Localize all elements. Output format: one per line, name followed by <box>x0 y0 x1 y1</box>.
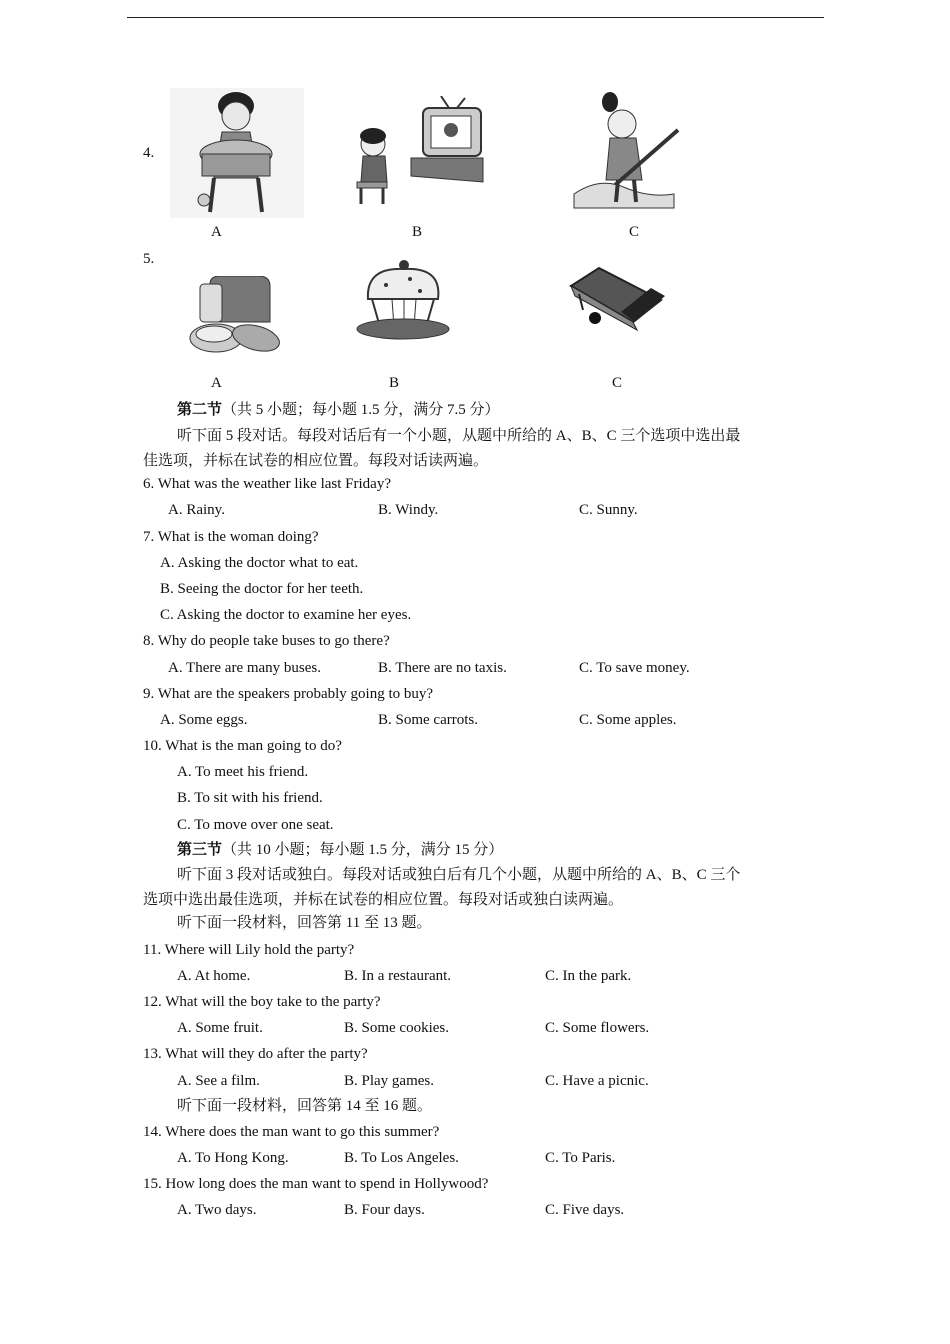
question-11: 11. Where will Lily hold the party? <box>143 942 355 958</box>
q12-option-a: A. Some fruit. <box>177 1020 263 1036</box>
question-5-number: 5. <box>143 251 155 267</box>
question-12: 12. What will the boy take to the party? <box>143 994 381 1010</box>
question-9: 9. What are the speakers probably going to buy? <box>143 686 434 702</box>
section2-instruction-2: 佳选项，并标在试卷的相应位置。每段对话读两遍。 <box>143 453 489 469</box>
q6-option-a: A. Rainy. <box>168 502 225 518</box>
section3-material-2: 听下面一段材料，回答第 14 至 16 题。 <box>177 1098 433 1114</box>
q6-option-c: C. Sunny. <box>579 502 638 518</box>
girl-washing-clothes-image <box>170 88 304 218</box>
q7-option-c: C. Asking the doctor to examine her eyes. <box>160 607 412 623</box>
q10-option-a: A. To meet his friend. <box>177 764 309 780</box>
q8-option-b: B. There are no taxis. <box>378 660 507 676</box>
q13-option-c: C. Have a picnic. <box>545 1073 649 1089</box>
question-14: 14. Where does the man want to go this summer? <box>143 1124 440 1140</box>
question-4-number: 4. <box>143 145 155 161</box>
section2-heading-line <box>177 401 500 419</box>
girl-sweeping-snow-image <box>570 90 682 212</box>
q4-label-a: A <box>211 224 222 240</box>
q12-option-c: C. Some flowers. <box>545 1020 650 1036</box>
section3-instruction-1: 听下面 3 段对话或独白。每段对话或独白后有几个小题，从题中所给的 A、B、C 三个 <box>177 867 741 883</box>
q14-option-c: C. To Paris. <box>545 1150 616 1166</box>
q11-option-c: C. In the park. <box>545 968 632 984</box>
question-15: 15. How long does the man want to spend in Hollywood? <box>143 1176 489 1192</box>
q14-option-a: A. To Hong Kong. <box>177 1150 289 1166</box>
q15-option-b: B. Four days. <box>344 1202 425 1218</box>
q10-option-b: B. To sit with his friend. <box>177 790 323 806</box>
q5-label-c: C <box>612 375 623 391</box>
q5-label-a: A <box>211 375 222 391</box>
section3-instruction-2: 选项中选出最佳选项，并标在试卷的相应位置。每段对话或独白读两遍。 <box>143 892 624 908</box>
section3-material-1: 听下面一段材料，回答第 11 至 13 题。 <box>177 915 432 931</box>
q15-option-a: A. Two days. <box>177 1202 257 1218</box>
q9-option-b: B. Some carrots. <box>378 712 478 728</box>
question-13: 13. What will they do after the party? <box>143 1046 368 1062</box>
girl-watching-tv-image <box>353 96 487 208</box>
question-7: 7. What is the woman doing? <box>143 529 319 545</box>
section3-heading: 第三节 <box>177 842 223 858</box>
q13-option-b: B. Play games. <box>344 1073 434 1089</box>
q9-option-c: C. Some apples. <box>579 712 677 728</box>
q8-option-a: A. There are many buses. <box>168 660 322 676</box>
q13-option-a: A. See a film. <box>177 1073 260 1089</box>
q7-option-a: A. Asking the doctor what to eat. <box>160 555 359 571</box>
q5-label-b: B <box>389 375 400 391</box>
q11-option-a: A. At home. <box>177 968 251 984</box>
q4-label-c: C <box>629 224 640 240</box>
q12-option-b: B. Some cookies. <box>344 1020 449 1036</box>
section2-heading-note: （共 5 小题；每小题 1.5 分，满分 7.5 分） <box>222 402 500 418</box>
bread-image <box>186 276 284 356</box>
section3-heading-line <box>177 841 503 859</box>
q14-option-b: B. To Los Angeles. <box>344 1150 459 1166</box>
chocolate-bar-image <box>565 266 669 334</box>
q6-option-b: B. Windy. <box>378 502 439 518</box>
section2-heading: 第二节 <box>177 402 223 418</box>
q4-label-b: B <box>412 224 423 240</box>
q15-option-c: C. Five days. <box>545 1202 625 1218</box>
q8-option-c: C. To save money. <box>579 660 690 676</box>
cupcake-image <box>354 259 452 341</box>
header-rule <box>127 17 824 18</box>
q9-option-a: A. Some eggs. <box>160 712 248 728</box>
question-10: 10. What is the man going to do? <box>143 738 342 754</box>
section3-heading-note: （共 10 小题；每小题 1.5 分，满分 15 分） <box>222 842 504 858</box>
section2-instruction-1: 听下面 5 段对话。每段对话后有一个小题，从题中所给的 A、B、C 三个选项中选出最 <box>177 428 741 444</box>
question-6: 6. What was the weather like last Friday? <box>143 476 391 492</box>
question-8: 8. Why do people take buses to go there? <box>143 633 390 649</box>
q10-option-c: C. To move over one seat. <box>177 817 334 833</box>
q11-option-b: B. In a restaurant. <box>344 968 452 984</box>
q7-option-b: B. Seeing the doctor for her teeth. <box>160 581 364 597</box>
